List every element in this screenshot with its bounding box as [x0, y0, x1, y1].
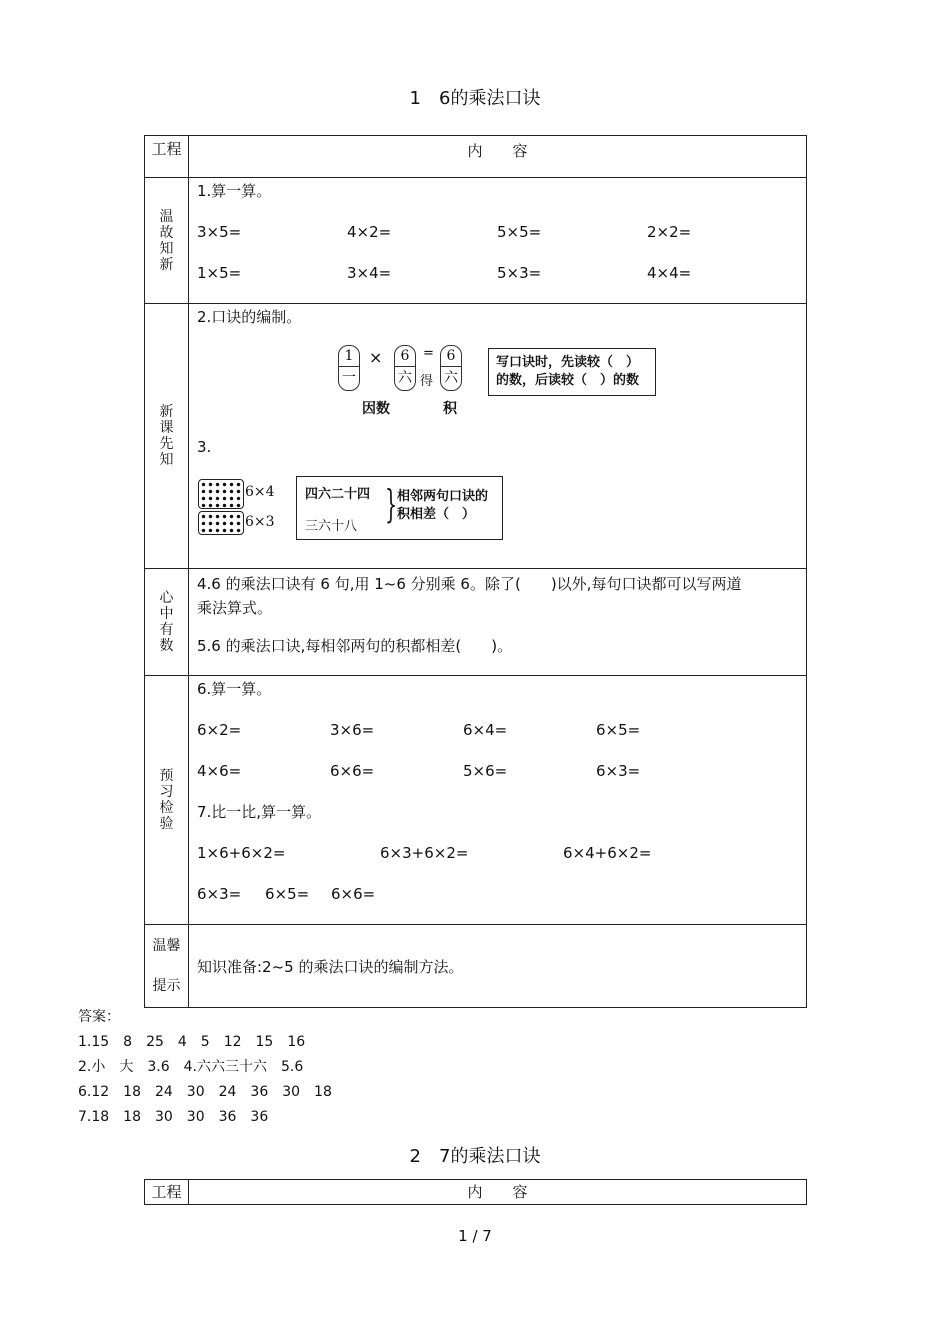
q6-item: 3×6= [330, 721, 375, 739]
answers-heading: 答案： [78, 1009, 120, 1025]
q7-item: 6×3+6×2= [380, 844, 469, 862]
label-tips-2: 提示 [152, 978, 181, 994]
section-xinke [189, 304, 807, 569]
page-number: 1 / 7 [458, 1227, 492, 1245]
q7-item: 6×5= [265, 885, 310, 903]
q4-line-2: 乘法算式。 [197, 599, 273, 617]
q1-item: 2×2= [647, 223, 692, 241]
pill-factor-1-digit: 1 [339, 346, 359, 367]
equals-sign: = [423, 346, 434, 361]
answers-line-3: 6.12 18 24 30 24 36 30 18 [78, 1084, 332, 1100]
lesson-table-2 [144, 1179, 807, 1205]
q1-item: 4×4= [647, 264, 692, 282]
q6-item: 6×5= [596, 721, 641, 739]
label-cell-wengu [145, 178, 189, 304]
times-sign: × [369, 348, 383, 367]
verse-line-1: 四六二十四 [305, 487, 371, 502]
label-xinke: 新课先知 [159, 404, 174, 468]
label-wengu: 温故知新 [159, 208, 174, 273]
label-xinzhong: 心中有数 [159, 590, 174, 654]
section-tips [189, 925, 807, 1008]
q1-row-1 [197, 221, 798, 262]
q3-title: 3. [197, 438, 212, 456]
pill-product-char: 六 [444, 370, 458, 386]
answers-line-2: 2.小 大 3.6 4.六六三十六 5.6 [78, 1059, 304, 1075]
note-writing-line-1: 写口诀时，先读较（ ） [496, 355, 640, 370]
q1-item: 3×4= [347, 264, 392, 282]
label-tips-1: 温馨 [152, 938, 181, 954]
q6-row-2 [197, 760, 798, 801]
pill-product [440, 345, 462, 391]
verse-line-2: 三六十八 [305, 519, 358, 534]
q6-title: 6.算一算。 [197, 680, 272, 698]
header2-col-content [189, 1180, 807, 1205]
lesson-table-1 [144, 135, 807, 1008]
header-content-text: 内 容 [467, 142, 528, 160]
label-yuxi: 预习检验 [159, 768, 174, 832]
lesson-title-1: 1 6的乘法口诀 [409, 88, 541, 109]
q4-line-1: 4.6 的乘法口诀有 6 句,用 1~6 分别乘 6。除了( )以外,每句口诀都可以写两道 [197, 575, 742, 593]
q6-item: 4×6= [197, 762, 242, 780]
pill-factor-2-char: 六 [398, 370, 412, 386]
header-col-project [145, 136, 189, 178]
verse-note-line-1: 相邻两句口诀的 [397, 489, 489, 504]
header2-content-text: 内 容 [467, 1183, 528, 1201]
q7-row-2 [197, 883, 798, 924]
header-project-text: 工程 [151, 140, 182, 158]
label-factor: 因数 [362, 401, 390, 417]
answers-line-4: 7.18 18 30 30 36 36 [78, 1109, 269, 1125]
q6-item: 6×4= [463, 721, 508, 739]
q6-item: 5×6= [463, 762, 508, 780]
q7-row-1 [197, 842, 798, 883]
q6-item: 6×2= [197, 721, 242, 739]
q1-title: 1.算一算。 [197, 182, 272, 200]
note-writing-line-2: 的数，后读较（ ）的数 [496, 373, 640, 388]
eq-6x4: 6×4 [245, 484, 275, 500]
verse-note [397, 488, 488, 524]
q2-title: 2.口诀的编制。 [197, 308, 302, 326]
verse-note-line-2: 积相差（ ） [397, 507, 476, 522]
q6-item: 6×3= [596, 762, 641, 780]
q7-item: 6×4+6×2= [563, 844, 652, 862]
q6-item: 6×6= [330, 762, 375, 780]
section-yuxi [189, 676, 807, 925]
q6-row-1 [197, 719, 798, 760]
label-cell-yuxi [145, 676, 189, 925]
q1-item: 5×3= [497, 264, 542, 282]
label-cell-xinzhong [145, 569, 189, 676]
answers-line-1: 1.15 8 25 4 5 12 15 16 [78, 1034, 306, 1050]
section-xinzhong [189, 569, 807, 676]
q1-item: 5×5= [497, 223, 542, 241]
pill-product-digit: 6 [441, 346, 461, 367]
pill-factor-1 [338, 345, 360, 391]
pill-factor-2 [394, 345, 416, 391]
header-col-content [189, 136, 807, 178]
note-box-writing [488, 348, 656, 396]
q1-item: 4×2= [347, 223, 392, 241]
q1-item: 1×5= [197, 264, 242, 282]
label-cell-xinke [145, 304, 189, 569]
q7-title: 7.比一比,算一算。 [197, 803, 322, 821]
q7-item: 1×6+6×2= [197, 844, 286, 862]
label-cell-tips [145, 925, 189, 1008]
answers [78, 1005, 332, 1130]
header2-col-project [145, 1180, 189, 1205]
verse-box [296, 476, 503, 540]
header2-project-text: 工程 [151, 1183, 182, 1201]
q7-item: 6×6= [331, 885, 376, 903]
q1-item: 3×5= [197, 223, 242, 241]
label-product: 积 [443, 401, 457, 417]
lesson-title-2: 2 7的乘法口诀 [409, 1146, 541, 1167]
q1-row-2 [197, 262, 798, 303]
pill-factor-1-char: 一 [342, 370, 356, 386]
q7-item: 6×3= [197, 885, 242, 903]
tip-text: 知识准备:2~5 的乘法口诀的编制方法。 [197, 957, 464, 976]
brace: } [385, 482, 398, 526]
de-char: 得 [420, 374, 434, 389]
q5-text: 5.6 的乘法口诀,每相邻两句的积都相差( )。 [197, 637, 513, 655]
section-wengu [189, 178, 807, 304]
dot-array-6x3 [198, 511, 244, 535]
eq-6x3: 6×3 [245, 514, 275, 530]
dot-array-6x4 [198, 479, 244, 509]
pill-factor-2-digit: 6 [395, 346, 415, 367]
